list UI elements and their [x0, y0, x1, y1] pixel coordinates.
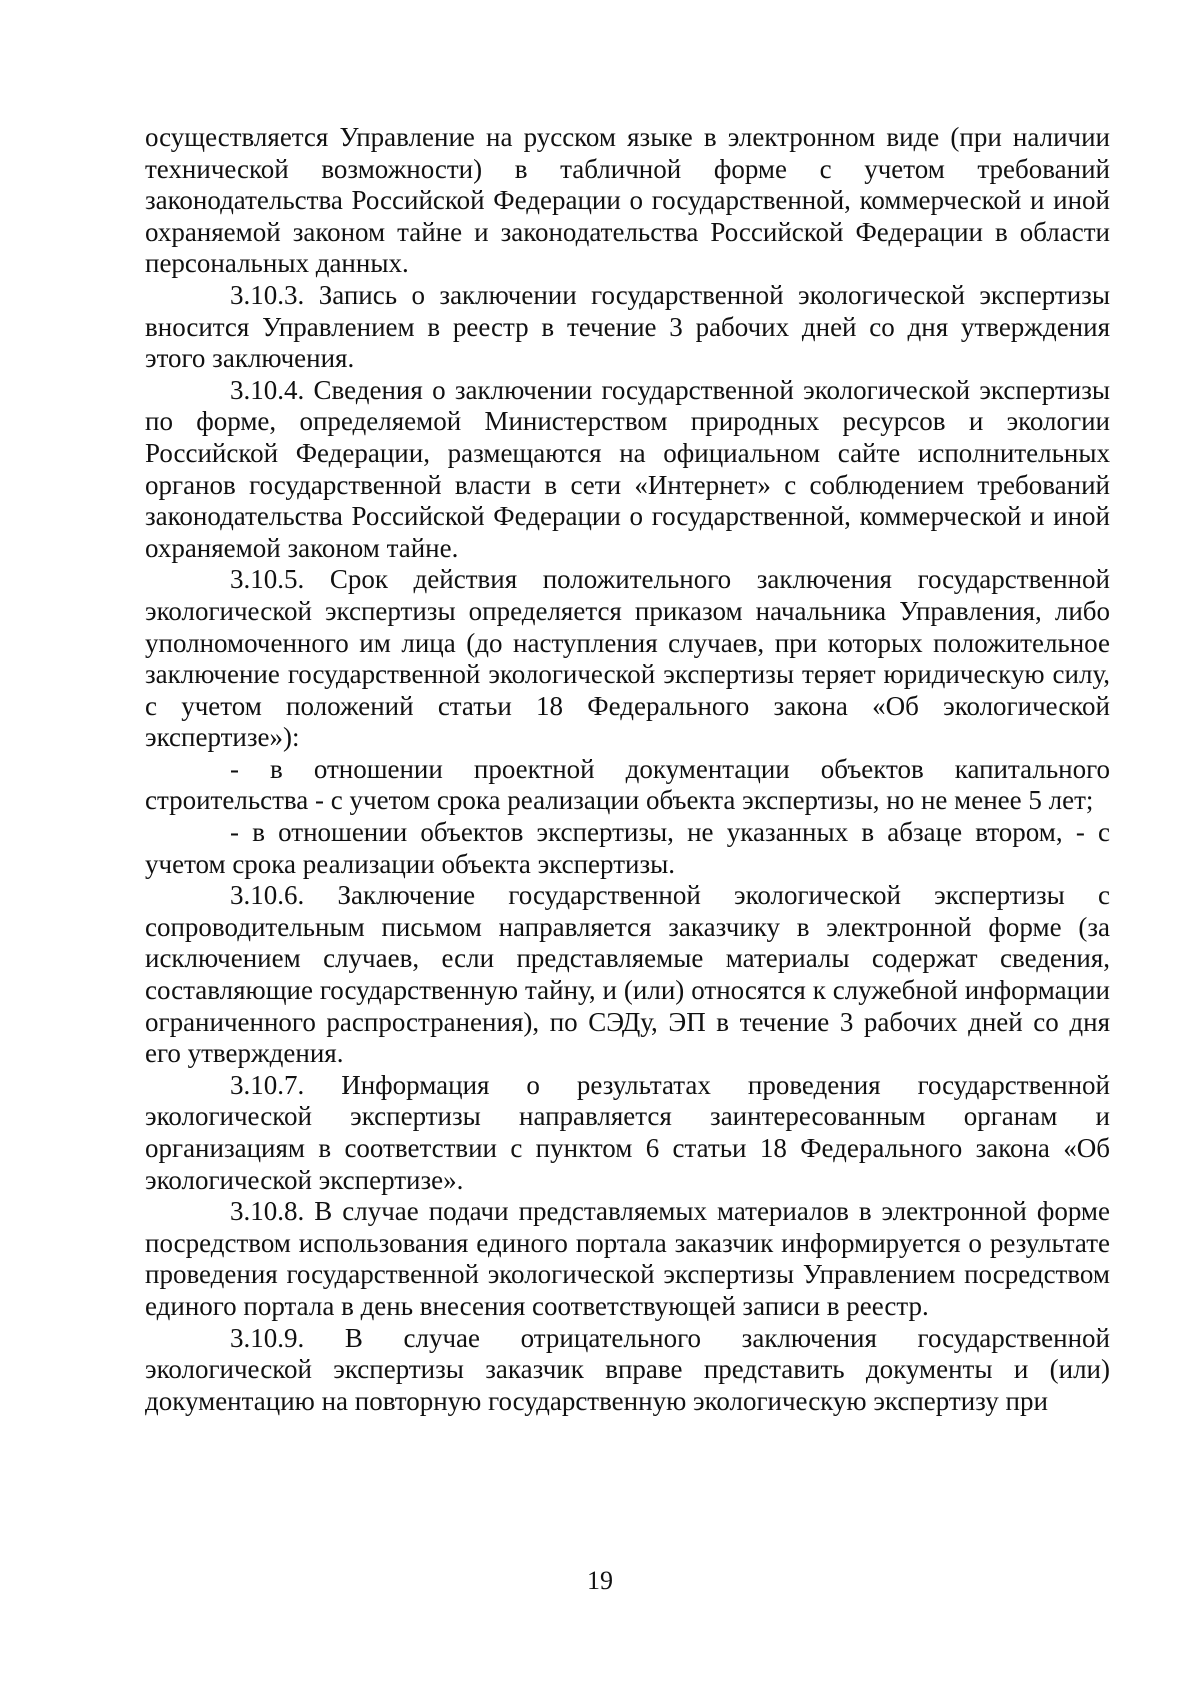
paragraph-3-10-3: 3.10.3. Запись о заключении государственной экологической экспертизы вносится Управлением в реестр в течение 3 рабочих дней со дня утверждения этого заключения. — [145, 279, 1110, 374]
list-item-capital-construction: - в отношении проектной документации объектов капитального строительства - с учетом срока реализации объекта экспертизы, но не менее 5 лет; — [145, 753, 1110, 816]
paragraph-3-10-4: 3.10.4. Сведения о заключении государственной экологической экспертизы по форме, определяемой Министерством природных ресурсов и экологии Российской Федерации, размещаются на официальном сайте исполнительных органов государственной власти в сети «Интернет» с соблюдением требований законодательства Российской Федерации о государственной, коммерческой и иной охраняемой законом тайне. — [145, 374, 1110, 563]
page-number: 19 — [587, 1566, 613, 1595]
paragraph-3-10-8: 3.10.8. В случае подачи представляемых материалов в электронной форме посредством использования единого портала заказчик информируется о результате проведения государственной экологической экспертизы Управлением посредством единого портала в день внесения соответствующей записи в реестр. — [145, 1196, 1110, 1321]
paragraph-3-10-7: 3.10.7. Информация о результатах проведения государственной экологической экспертизы направляется заинтересованным органам и организациям в соответствии с пунктом 6 статьи 18 Федерального закона «Об экологической экспертизе». — [145, 1069, 1110, 1195]
document-body — [145, 122, 1110, 1417]
paragraph-3-10-9: 3.10.9. В случае отрицательного заключения государственной экологической экспертизы заказчик вправе представить документы и (или) документацию на повторную государственную экологическую экспертизу при — [145, 1322, 1110, 1416]
list-item-other-objects: - в отношении объектов экспертизы, не указанных в абзаце втором, - с учетом срока реализации объекта экспертизы. — [145, 817, 1110, 879]
paragraph-3-10-5: 3.10.5. Срок действия положительного заключения государственной экологической экспертизы определяется приказом начальника Управления, либо уполномоченного им лица (до наступления случаев, при которых положительное заключение государственной экологической экспертизы теряет юридическую силу, с учетом положений статьи 18 Федерального закона «Об экологической экспертизе»): — [145, 564, 1110, 753]
paragraph-3-10-6: 3.10.6. Заключение государственной экологической экспертизы с сопроводительным письмом направляется заказчику в электронной форме (за исключением случаев, если представляемые материалы содержат сведения, составляющие государственную тайну, и (или) относятся к служебной информации ограниченного распространения), по СЭДу, ЭП в течение 3 рабочих дней со дня его утверждения. — [145, 880, 1110, 1069]
paragraph-continuation: осуществляется Управление на русском языке в электронном виде (при наличии технической возможности) в табличной форме с учетом требований законодательства Российской Федерации о государственной, коммерческой и иной охраняемой законом тайне и законодательства Российской Федерации в области персональных данных. — [145, 122, 1110, 279]
